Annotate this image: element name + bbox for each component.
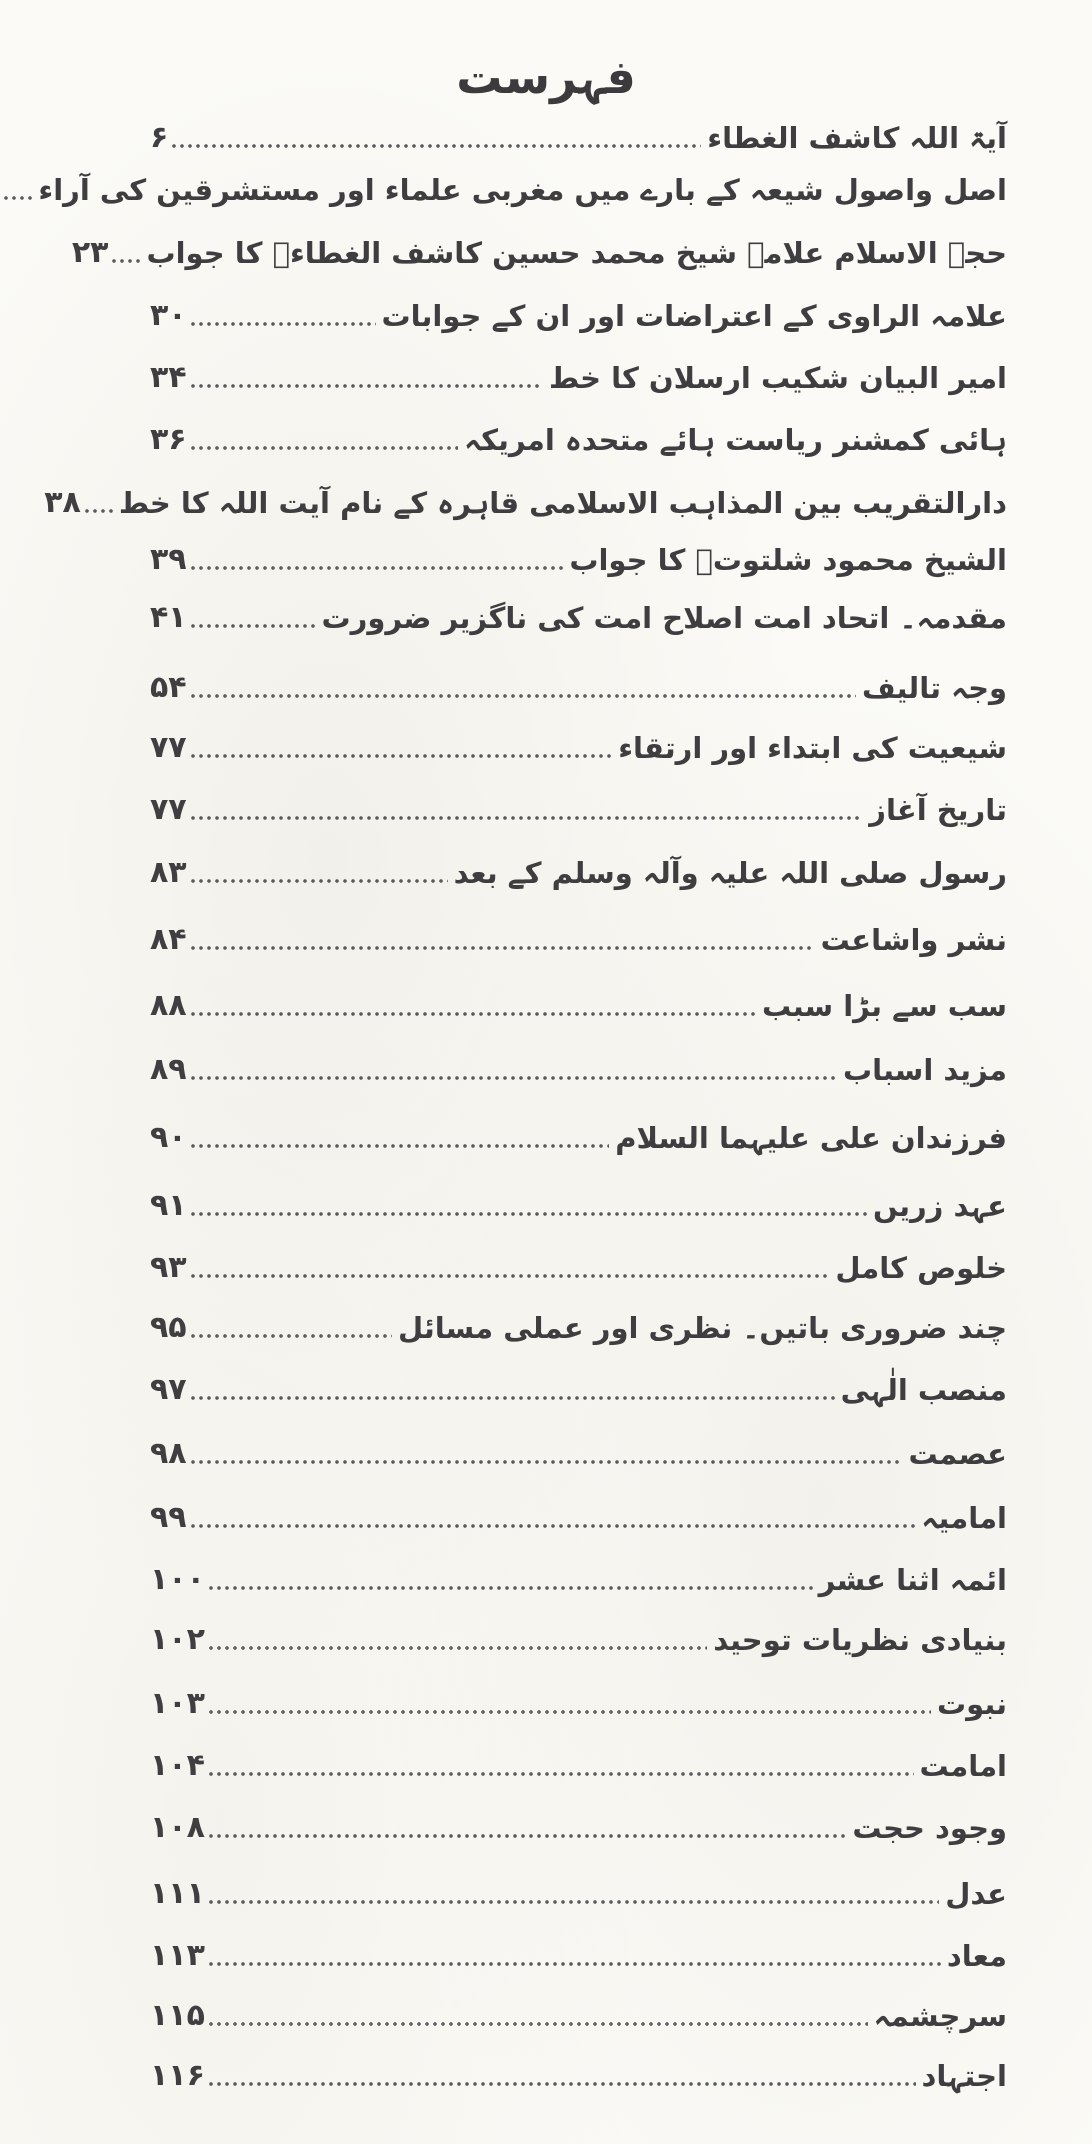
toc-entry-page: ۳۰ bbox=[150, 298, 187, 333]
dot-leader bbox=[189, 1271, 830, 1281]
toc-entry bbox=[44, 475, 1007, 525]
toc-entry-page: ۱۱۱ bbox=[150, 1876, 205, 1911]
dot-leader bbox=[189, 943, 815, 953]
toc-entry-page: ۹۸ bbox=[150, 1436, 187, 1471]
dot-leader bbox=[189, 1073, 837, 1083]
toc-entry-title: عہد زریں bbox=[872, 1189, 1007, 1223]
toc-entry-page: ۷۷ bbox=[150, 792, 187, 827]
toc-entry-title: امامیہ bbox=[921, 1501, 1007, 1535]
toc-entry bbox=[150, 782, 1007, 832]
toc-entry-page: ۹۵ bbox=[150, 1310, 187, 1345]
toc-entry bbox=[150, 1178, 1007, 1228]
toc-entry-page: ۱۰۸ bbox=[150, 1810, 205, 1845]
toc-entry-title: فرزندان علی علیہما السلام bbox=[615, 1121, 1007, 1155]
toc-entry bbox=[150, 1042, 1007, 1092]
toc-entry bbox=[150, 2048, 1007, 2098]
toc-entry-page: ۳۶ bbox=[150, 422, 187, 457]
toc-entry-page: ۱۱۶ bbox=[150, 2058, 205, 2093]
toc-entry-title: سب سے بڑا سبب bbox=[762, 989, 1007, 1023]
toc-entry-page: ۱۰۲ bbox=[150, 1622, 205, 1657]
toc-entry-title: وجود حجت bbox=[852, 1811, 1007, 1845]
toc-entry-page bbox=[0, 168, 2, 212]
toc-entry-title: حجۃ الاسلام علامہ شیخ محمد حسین کاشف الغطاءؒ کا جواب bbox=[146, 236, 1007, 270]
toc-entry bbox=[150, 1362, 1007, 1412]
dot-leader bbox=[189, 691, 856, 701]
toc-entry bbox=[150, 1240, 1007, 1290]
dot-leader bbox=[189, 1521, 916, 1531]
toc-entry-title: اصل واصول شیعہ کے بارے میں مغربی علماء اور مستشرقین کی آراء bbox=[38, 173, 1007, 207]
toc-entry bbox=[150, 1676, 1007, 1726]
toc-entry bbox=[150, 1490, 1007, 1540]
toc-entry-title: اجتہاد bbox=[921, 2059, 1007, 2093]
dot-leader bbox=[189, 751, 613, 761]
dot-leader bbox=[110, 256, 140, 266]
toc-entry-page: ۸۴ bbox=[150, 922, 187, 957]
toc-entry bbox=[150, 590, 1007, 640]
toc-entry-page: ۳۸ bbox=[44, 485, 81, 520]
toc-entry bbox=[150, 912, 1007, 962]
dot-leader bbox=[189, 563, 564, 573]
toc-entry-title: نشر واشاعت bbox=[820, 923, 1007, 957]
toc-entry bbox=[150, 1866, 1007, 1916]
page-title: فہرست bbox=[456, 50, 636, 104]
toc-entry-title: آیۃ اللہ کاشف الغطاء bbox=[707, 121, 1007, 155]
toc-entry-page: ۹۳ bbox=[150, 1250, 187, 1285]
toc-entry-page: ۳۹ bbox=[150, 542, 187, 577]
toc-entry bbox=[150, 1552, 1007, 1602]
toc-entry bbox=[150, 1800, 1007, 1850]
dot-leader bbox=[189, 813, 864, 823]
toc-entry-title: معاد bbox=[946, 1939, 1007, 1973]
dot-leader bbox=[170, 141, 701, 151]
toc-entry-page: ۱۰۳ bbox=[150, 1686, 205, 1721]
toc-entry-page: ۳۴ bbox=[150, 360, 187, 395]
dot-leader bbox=[189, 443, 459, 453]
toc-entry-title: سرچشمہ bbox=[873, 1999, 1007, 2033]
toc-entry bbox=[150, 1612, 1007, 1662]
toc-entry-page: ۸۸ bbox=[150, 988, 187, 1023]
toc-entry-title: امیر البیان شکیب ارسلان کا خط bbox=[549, 361, 1007, 395]
dot-leader bbox=[189, 1141, 610, 1151]
toc-entry-page: ۱۱۵ bbox=[150, 1998, 205, 2033]
toc-entry-title: شیعیت کی ابتداء اور ارتقاء bbox=[618, 731, 1007, 765]
toc-entry-page: ۹۱ bbox=[150, 1188, 187, 1223]
toc-entry-title: چند ضروری باتیں۔ نظری اور عملی مسائل bbox=[398, 1311, 1007, 1345]
dot-leader bbox=[2, 193, 32, 203]
dot-leader bbox=[207, 1897, 939, 1907]
toc-entry bbox=[71, 225, 1007, 275]
toc-entry bbox=[150, 412, 1007, 462]
toc-entry-title: بنیادی نظریات توحید bbox=[713, 1623, 1007, 1657]
dot-leader bbox=[207, 1707, 931, 1717]
toc-entry-title: منصب الٰہی bbox=[840, 1373, 1007, 1407]
toc-entry-title: نبوت bbox=[936, 1687, 1007, 1721]
toc-entry-page: ۹۷ bbox=[150, 1372, 187, 1407]
toc-entry bbox=[150, 720, 1007, 770]
toc-entry-title: تاریخ آغاز bbox=[869, 793, 1007, 827]
toc-entry bbox=[150, 532, 1007, 582]
toc-entry bbox=[150, 288, 1007, 338]
dot-leader bbox=[189, 319, 376, 329]
dot-leader bbox=[189, 1457, 903, 1467]
dot-leader bbox=[189, 1331, 392, 1341]
toc-entry-title: مقدمہ۔ اتحاد امت اصلاح امت کی ناگزیر ضرورت bbox=[321, 601, 1007, 635]
dot-leader bbox=[189, 381, 543, 391]
toc-entry-page: ۱۱۳ bbox=[150, 1938, 205, 1973]
toc-entry bbox=[150, 845, 1007, 895]
toc-entry bbox=[150, 110, 1007, 160]
dot-leader bbox=[207, 1959, 941, 1969]
toc-entry-page: ۸۹ bbox=[150, 1052, 187, 1087]
toc-entry-title: امامت bbox=[919, 1749, 1007, 1783]
toc-entry-title: علامہ الراوی کے اعتراضات اور ان کے جوابات bbox=[381, 299, 1007, 333]
toc-entry-page: ۹۹ bbox=[150, 1500, 187, 1535]
toc-entry-title: عدل bbox=[945, 1877, 1007, 1911]
dot-leader bbox=[189, 1209, 867, 1219]
dot-leader bbox=[207, 1583, 813, 1593]
toc-entry bbox=[150, 350, 1007, 400]
toc-entry-page: ۶ bbox=[150, 120, 169, 155]
toc-entry-page: ۵۴ bbox=[150, 670, 187, 705]
toc-entry bbox=[150, 1426, 1007, 1476]
toc-entry bbox=[150, 1988, 1007, 2038]
dot-leader bbox=[207, 2019, 868, 2029]
dot-leader bbox=[189, 876, 448, 886]
toc-entry-page: ۹۰ bbox=[150, 1120, 187, 1155]
toc-entry-title: رسول صلی اللہ علیہ وآلہ وسلم کے بعد bbox=[453, 856, 1007, 890]
toc-entry-page: ۱۰۰ bbox=[150, 1562, 205, 1597]
toc-entry-title: عصمت bbox=[908, 1437, 1007, 1471]
toc-entry-page: ۱۰۴ bbox=[150, 1748, 205, 1783]
dot-leader bbox=[207, 1769, 914, 1779]
toc-entry bbox=[150, 1110, 1007, 1160]
toc-entry-title: دارالتقریب بین المذاہب الاسلامی قاہرہ کے نام آیت اللہ کا خط bbox=[118, 486, 1007, 520]
toc-entry bbox=[38, 162, 1007, 212]
toc-entry bbox=[150, 978, 1007, 1028]
dot-leader bbox=[207, 1643, 707, 1653]
dot-leader bbox=[189, 1393, 835, 1403]
toc-entry bbox=[150, 1300, 1007, 1350]
toc-entry-page: ۷۷ bbox=[150, 730, 187, 765]
dot-leader bbox=[207, 2079, 916, 2089]
toc-entry bbox=[150, 1928, 1007, 1978]
toc-entry-page: ۸۳ bbox=[150, 855, 187, 890]
toc-entry-title: خلوص کامل bbox=[835, 1251, 1007, 1285]
toc-entry-title: مزید اسباب bbox=[842, 1053, 1007, 1087]
toc-entry-title: وجہ تالیف bbox=[861, 671, 1007, 705]
toc-entry-title: ہائی کمشنر ریاست ہائے متحدہ امریکہ bbox=[464, 423, 1007, 457]
toc-entry bbox=[150, 660, 1007, 710]
dot-leader bbox=[189, 1009, 756, 1019]
toc-entry-title: ائمہ اثنا عشر bbox=[818, 1563, 1007, 1597]
toc-entry bbox=[150, 1738, 1007, 1788]
dot-leader bbox=[189, 621, 316, 631]
dot-leader bbox=[207, 1831, 846, 1841]
toc-entry-page: ۴۱ bbox=[150, 600, 187, 635]
toc-entry-title: الشیخ محمود شلتوتؒ کا جواب bbox=[569, 543, 1007, 577]
dot-leader bbox=[83, 506, 113, 516]
toc-entry-page: ۲۳ bbox=[71, 235, 109, 270]
